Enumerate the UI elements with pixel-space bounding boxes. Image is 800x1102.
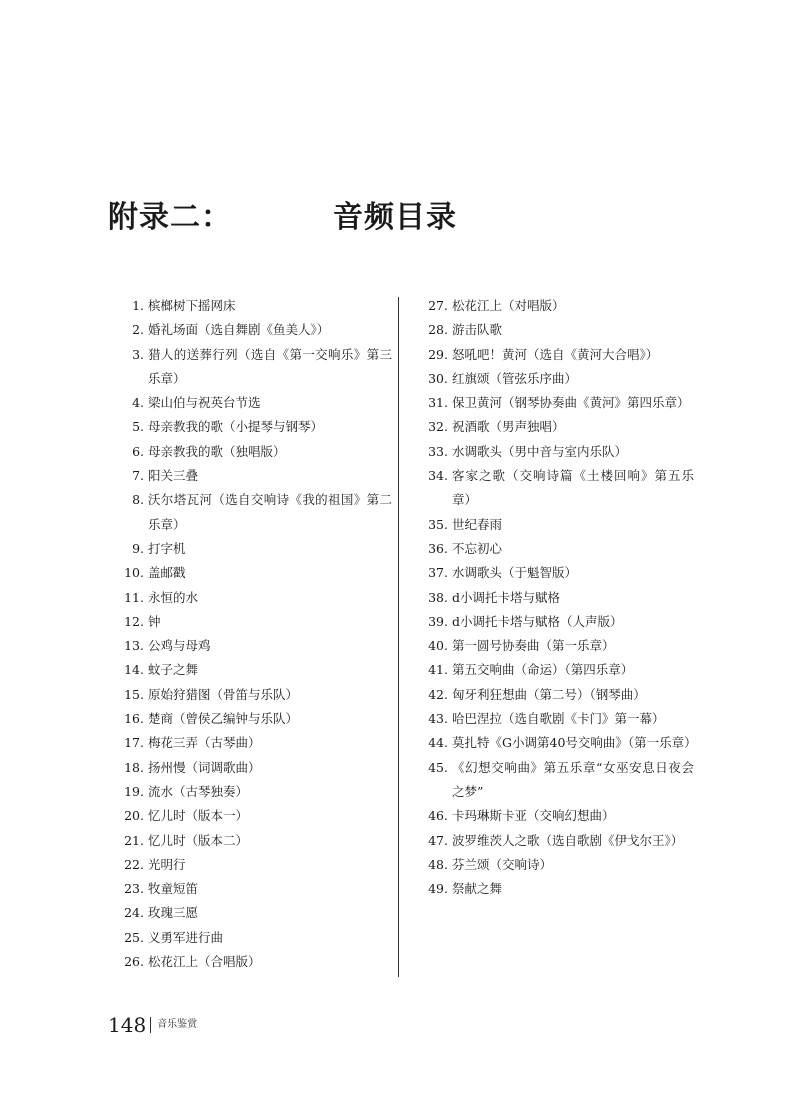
item-title: 第一圆号协奏曲（第一乐章） [452, 638, 615, 654]
item-title: 哈巴涅拉（选自歌剧《卡门》第一幕） [452, 711, 665, 727]
audio-list-item [100, 731, 392, 755]
audio-list-item [100, 804, 392, 828]
appendix-label: 附录二： [108, 200, 232, 235]
item-title: 游击队歌 [452, 322, 503, 338]
item-number: 38. [428, 589, 448, 605]
audio-list-item [100, 950, 392, 974]
column-divider [398, 297, 399, 977]
audio-list-item [100, 561, 392, 585]
audio-list-item [404, 415, 694, 439]
item-title: 《幻想交响曲》第五乐章“女巫安息日夜会之梦” [452, 759, 694, 799]
item-title: 波罗维茨人之歌（选自歌剧《伊戈尔王》） [452, 832, 684, 848]
audio-list-item [404, 318, 694, 342]
item-title: 客家之歌（交响诗篇《土楼回响》第五乐章） [452, 468, 694, 508]
item-title: 松花江上（合唱版） [148, 954, 261, 970]
audio-list-item [100, 610, 392, 634]
item-number: 3. [132, 346, 144, 362]
audio-list-item [404, 440, 694, 464]
audio-list-item [100, 294, 392, 318]
item-number: 36. [428, 540, 448, 556]
item-title: 流水（古琴独奏） [148, 783, 249, 799]
audio-list-item [404, 294, 694, 318]
item-number: 33. [428, 443, 448, 459]
item-number: 45. [428, 759, 448, 775]
item-number: 9. [132, 540, 144, 556]
audio-list-item [404, 343, 694, 367]
item-title: 芬兰颂（交响诗） [452, 856, 553, 872]
item-title: 公鸡与母鸡 [148, 638, 211, 654]
item-number: 42. [428, 686, 448, 702]
item-number: 12. [124, 613, 144, 629]
item-number: 40. [428, 638, 448, 654]
item-title: 蚊子之舞 [148, 662, 199, 678]
item-title: d小调托卡塔与赋格（人声版） [452, 613, 623, 629]
item-title: 猎人的送葬行列（选自《第一交响乐》第三乐章） [148, 346, 392, 386]
page-title: 音频目录 [333, 200, 457, 235]
item-title: 牧童短笛 [148, 881, 199, 897]
audio-list-item [100, 440, 392, 464]
item-number: 2. [132, 322, 144, 338]
item-number: 22. [124, 856, 144, 872]
item-number: 20. [124, 808, 144, 824]
audio-list-item [404, 391, 694, 415]
item-title: 祝酒歌（男声独唱） [452, 419, 565, 435]
audio-list-item [404, 367, 694, 391]
page-number: 148 [108, 1013, 147, 1037]
item-number: 47. [428, 832, 448, 848]
item-title: 打字机 [148, 540, 186, 556]
item-number: 7. [132, 468, 144, 484]
audio-list-item [100, 391, 392, 415]
audio-list-item [404, 513, 694, 537]
item-number: 13. [124, 638, 144, 654]
item-title: 匈牙利狂想曲（第二号）（钢琴曲） [452, 686, 646, 702]
item-number: 35. [428, 516, 448, 532]
audio-list-item [100, 780, 392, 804]
item-title: 玫瑰三愿 [148, 905, 199, 921]
item-title: 忆儿时（版本一） [148, 808, 249, 824]
item-title: 不忘初心 [452, 540, 503, 556]
audio-list-item [100, 683, 392, 707]
audio-list-item [100, 756, 392, 780]
item-title: 母亲教我的歌（独唱版） [148, 443, 286, 459]
audio-list-item [100, 464, 392, 488]
item-number: 6. [132, 443, 144, 459]
audio-list-item [100, 343, 392, 392]
item-number: 44. [428, 735, 448, 751]
audio-list-item [100, 415, 392, 439]
audio-list-item [100, 634, 392, 658]
audio-list-item [404, 658, 694, 682]
item-number: 49. [428, 881, 448, 897]
item-number: 25. [124, 929, 144, 945]
footer-separator [150, 1017, 151, 1033]
audio-list-item [404, 586, 694, 610]
audio-list-item [404, 804, 694, 828]
item-title: 扬州慢（词调歌曲） [148, 759, 261, 775]
item-title: 义勇军进行曲 [148, 929, 224, 945]
item-number: 46. [428, 808, 448, 824]
item-title: 保卫黄河（钢琴协奏曲《黄河》第四乐章） [452, 395, 690, 411]
item-number: 37. [428, 565, 448, 581]
item-title: 楚商（曾侯乙编钟与乐队） [148, 711, 299, 727]
item-title: 母亲教我的歌（小提琴与钢琴） [148, 419, 324, 435]
item-number: 27. [428, 298, 448, 313]
item-number: 21. [124, 832, 144, 848]
audio-list-item [404, 610, 694, 634]
item-title: 沃尔塔瓦河（选自交响诗《我的祖国》第二乐章） [148, 492, 392, 532]
item-number: 16. [124, 711, 144, 727]
item-title: 原始狩猎图（骨笛与乐队） [148, 686, 299, 702]
audio-list-item [404, 877, 694, 901]
item-number: 28. [428, 322, 448, 338]
audio-list-item [100, 537, 392, 561]
audio-list-item [404, 634, 694, 658]
audio-list-item [100, 926, 392, 950]
audio-list-item [100, 488, 392, 537]
item-title: 第五交响曲（命运）（第四乐章） [452, 662, 634, 678]
item-number: 48. [428, 856, 448, 872]
item-number: 26. [124, 954, 144, 970]
audio-list-item [404, 537, 694, 561]
item-number: 29. [428, 346, 448, 362]
item-number: 19. [124, 783, 144, 799]
item-number: 10. [124, 565, 144, 581]
item-title: 光明行 [148, 856, 186, 872]
item-number: 24. [124, 905, 144, 921]
audio-list-item [100, 877, 392, 901]
item-number: 14. [124, 662, 144, 678]
audio-list-item [404, 561, 694, 585]
item-number: 18. [124, 759, 144, 775]
item-title: 梅花三弄（古琴曲） [148, 735, 261, 751]
item-title: 水调歌头（男中音与室内乐队） [452, 443, 628, 459]
item-title: 卡玛琳斯卡亚（交响幻想曲） [452, 808, 615, 824]
item-number: 11. [124, 589, 144, 605]
item-title: 永恒的水 [148, 589, 199, 605]
item-number: 1. [132, 298, 144, 313]
item-number: 31. [428, 395, 448, 411]
item-number: 30. [428, 370, 448, 386]
audio-list-item [100, 707, 392, 731]
item-title: 阳关三叠 [148, 468, 199, 484]
audio-list-item [100, 829, 392, 853]
item-number: 32. [428, 419, 448, 435]
item-title: 红旗颂（管弦乐序曲） [452, 370, 578, 386]
audio-list-item [404, 464, 694, 513]
item-title: 莫扎特《G小调第40号交响曲》（第一乐章） [452, 735, 697, 751]
item-title: 盖邮戳 [148, 565, 186, 581]
item-number: 23. [124, 881, 144, 897]
item-number: 5. [132, 419, 144, 435]
item-number: 4. [132, 395, 144, 411]
item-title: 槟榔树下摇网床 [148, 298, 236, 313]
audio-list-item [404, 731, 697, 755]
item-number: 39. [428, 613, 448, 629]
item-title: 婚礼场面（选自舞剧《鱼美人》） [148, 322, 330, 338]
audio-list-item [404, 707, 694, 731]
item-title: d小调托卡塔与赋格 [452, 589, 561, 605]
audio-list-item [100, 318, 392, 342]
item-title: 祭献之舞 [452, 881, 503, 897]
book-title: 音乐鉴赏 [157, 1019, 198, 1030]
item-number: 43. [428, 711, 448, 727]
item-title: 钟 [148, 613, 161, 629]
item-number: 34. [428, 468, 448, 484]
audio-list-item [100, 586, 392, 610]
item-title: 松花江上（对唱版） [452, 298, 565, 313]
audio-list-item [100, 901, 392, 925]
item-number: 8. [132, 492, 144, 508]
audio-list-item [404, 683, 694, 707]
item-number: 17. [124, 735, 144, 751]
audio-list-item [404, 853, 694, 877]
audio-list-item [100, 853, 392, 877]
audio-list-item [404, 756, 694, 805]
item-number: 15. [124, 686, 144, 702]
audio-list-right-column [404, 294, 697, 901]
item-title: 梁山伯与祝英台节选 [148, 395, 261, 411]
item-title: 世纪春雨 [452, 516, 503, 532]
audio-list-item [100, 658, 392, 682]
item-title: 忆儿时（版本二） [148, 832, 249, 848]
item-number: 41. [428, 662, 448, 678]
item-title: 怒吼吧！黄河（选自《黄河大合唱》） [452, 346, 659, 362]
item-title: 水调歌头（于魁智版） [452, 565, 578, 581]
page-footer [108, 1011, 197, 1039]
audio-list-item [404, 829, 694, 853]
audio-list-left-column [100, 294, 392, 974]
